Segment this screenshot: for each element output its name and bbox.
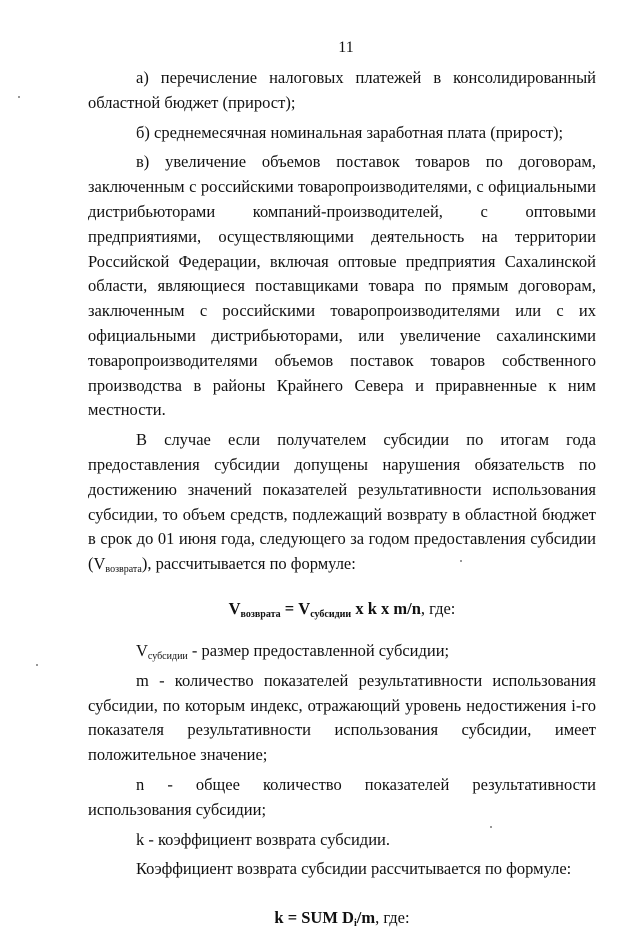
- formula-where: , где:: [420, 598, 456, 618]
- scan-speck: [36, 664, 38, 666]
- formula-v-subsidy-subscript: субсидии: [310, 608, 352, 620]
- definition-v-symbol: V: [136, 640, 148, 660]
- refund-case-text: В случае если получателем субсидии по итогам года предоставления субсидии допущены нарушения обязательств по достижению значений показателей результативности использования субсидии, то объем средств, подлежащий возврату в областной бюджет в срок до 01 июня года, следующего за годом предоставления субсидии (V: [88, 430, 596, 574]
- scan-speck: [460, 560, 462, 562]
- paragraph-a: а) перечисление налоговых платежей в консолидированный областной бюджет (прирост);: [88, 68, 596, 112]
- page-number: 11: [338, 39, 354, 56]
- definition-k: k - коэффициент возврата субсидии.: [136, 829, 390, 849]
- coefficient-formula: [88, 906, 596, 930]
- scan-speck: [18, 96, 20, 98]
- paragraph-b: б) среднемесячная номинальная заработная плата (прирост);: [136, 122, 564, 142]
- formula-v-refund: V: [228, 598, 241, 618]
- formula2-main: k = SUM D: [274, 908, 354, 928]
- paragraph-v: в) увеличение объемов поставок товаров по договорам, заключенным с российскими товаропроизводителями, с официальными дистрибьюторами компаний-производителей, с оптовыми предприятиями, осуществляющими деятельность на территории Российской Федерации, включая оптовые предприятия Сахалинской области, являющиеся поставщиками товара по прямым договорам, заключенным с российскими товаропроизводителями или с их официальными дистрибьюторами, или увеличение сахалинскими товаропроизводителями объемов поставок товаров собственного производства в районы Крайнего Севера и приравненные к ним местности.: [88, 152, 596, 420]
- formula-v-refund-subscript: возврата: [240, 608, 281, 620]
- scan-speck: [490, 826, 492, 828]
- definition-m: m - количество показателей результативности использования субсидии, по которым индекс, отражающий уровень недостижения i-го показателя результативности использования субсидии, имеет положительное значение;: [88, 670, 596, 765]
- refund-case-subscript: возврата: [105, 564, 142, 576]
- formula-equals-v: = V: [280, 598, 311, 618]
- formula-factors: x k x m/n: [351, 598, 421, 618]
- paragraph-refund-case: [88, 428, 596, 577]
- definition-n: n - общее количество показателей результативности использования субсидии;: [88, 774, 596, 819]
- definition-v: [88, 639, 596, 664]
- formula2-where: , где:: [375, 908, 410, 928]
- refund-case-text-end: ), рассчитывается по формуле:: [141, 554, 356, 574]
- coefficient-intro: Коэффициент возврата субсидии рассчитывается по формуле:: [136, 859, 572, 879]
- refund-formula: [88, 597, 596, 621]
- formula2-divisor: /m: [356, 908, 376, 928]
- definition-v-text: - размер предоставленной субсидии;: [187, 640, 450, 660]
- definition-v-subscript: субсидии: [147, 650, 188, 662]
- formula2-subscript: i: [353, 918, 357, 930]
